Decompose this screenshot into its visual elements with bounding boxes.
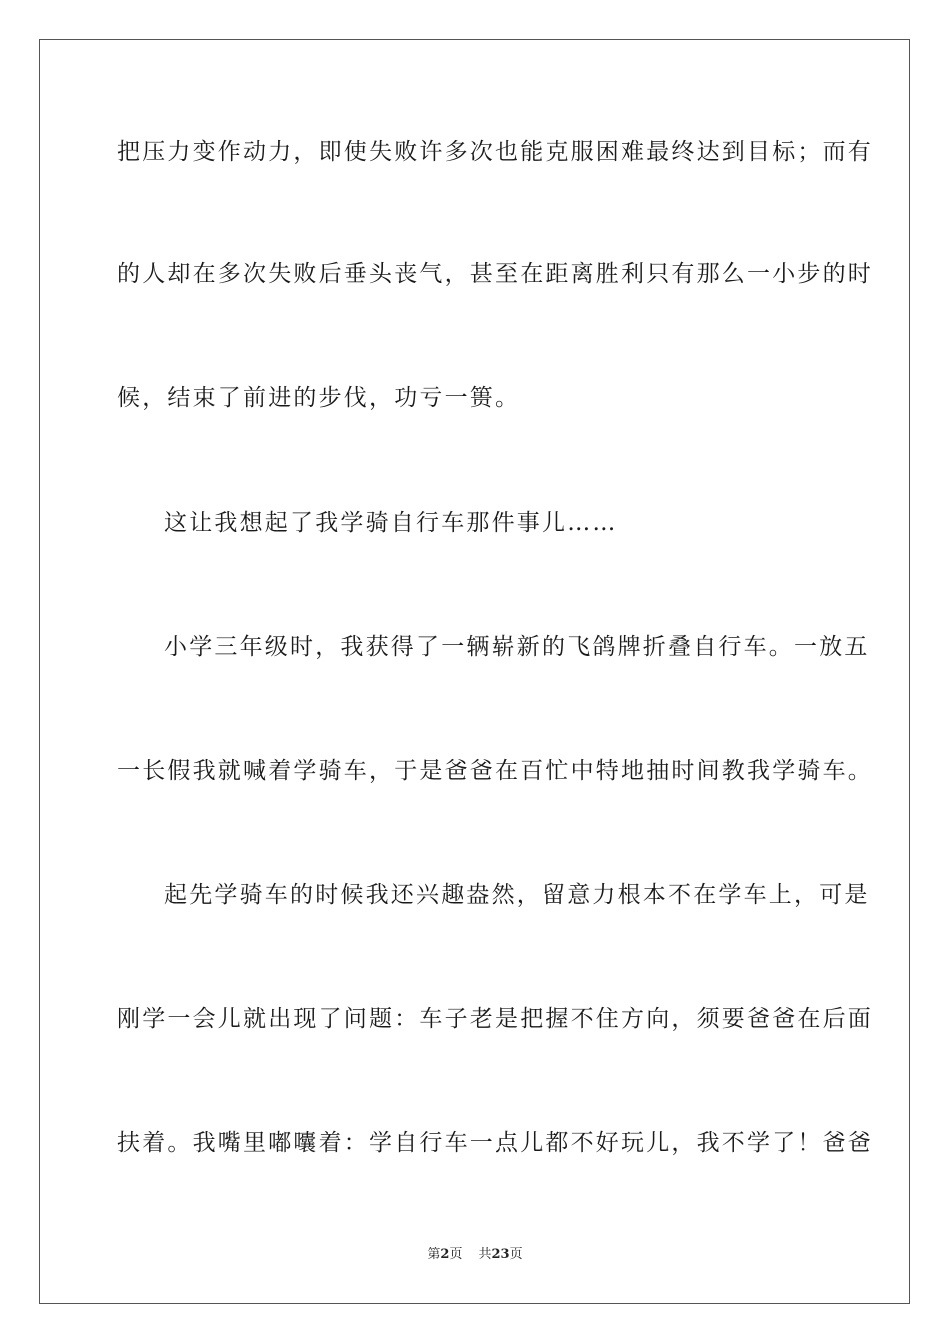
text-line: 候，结束了前进的步伐，功亏一篑。 [117,385,521,411]
page-footer [0,1246,950,1264]
page-number-prefix: 第 [427,1247,441,1262]
text-line: 刚学一会儿就出现了问题：车子老是把握不住方向，须要爸爸在后面 [117,1006,873,1032]
total-pages-prefix: 共 [478,1247,492,1262]
paragraph-first-line: 起先学骑车的时候我还兴趣盎然，留意力根本不在学车上，可是 [164,882,870,908]
page-number-suffix: 页 [449,1247,463,1262]
text-line: 的人却在多次失败后垂头丧气，甚至在距离胜利只有那么一小步的时 [117,261,873,287]
paragraph-first-line: 小学三年级时，我获得了一辆崭新的飞鸽牌折叠自行车。一放五 [164,634,870,660]
text-line: 一长假我就喊着学骑车，于是爸爸在百忙中特地抽时间教我学骑车。 [117,758,873,784]
paragraph-first-line: 这让我想起了我学骑自行车那件事儿…… [164,510,618,536]
total-pages-suffix: 页 [509,1247,523,1262]
text-line: 扶着。我嘴里嘟囔着：学自行车一点儿都不好玩儿，我不学了！爸爸 [117,1130,873,1156]
current-page-number: 2 [440,1247,450,1262]
text-line: 把压力变作动力，即使失败许多次也能克服困难最终达到目标；而有 [117,139,873,165]
page-frame [39,39,910,1304]
total-pages-number: 23 [491,1247,510,1262]
